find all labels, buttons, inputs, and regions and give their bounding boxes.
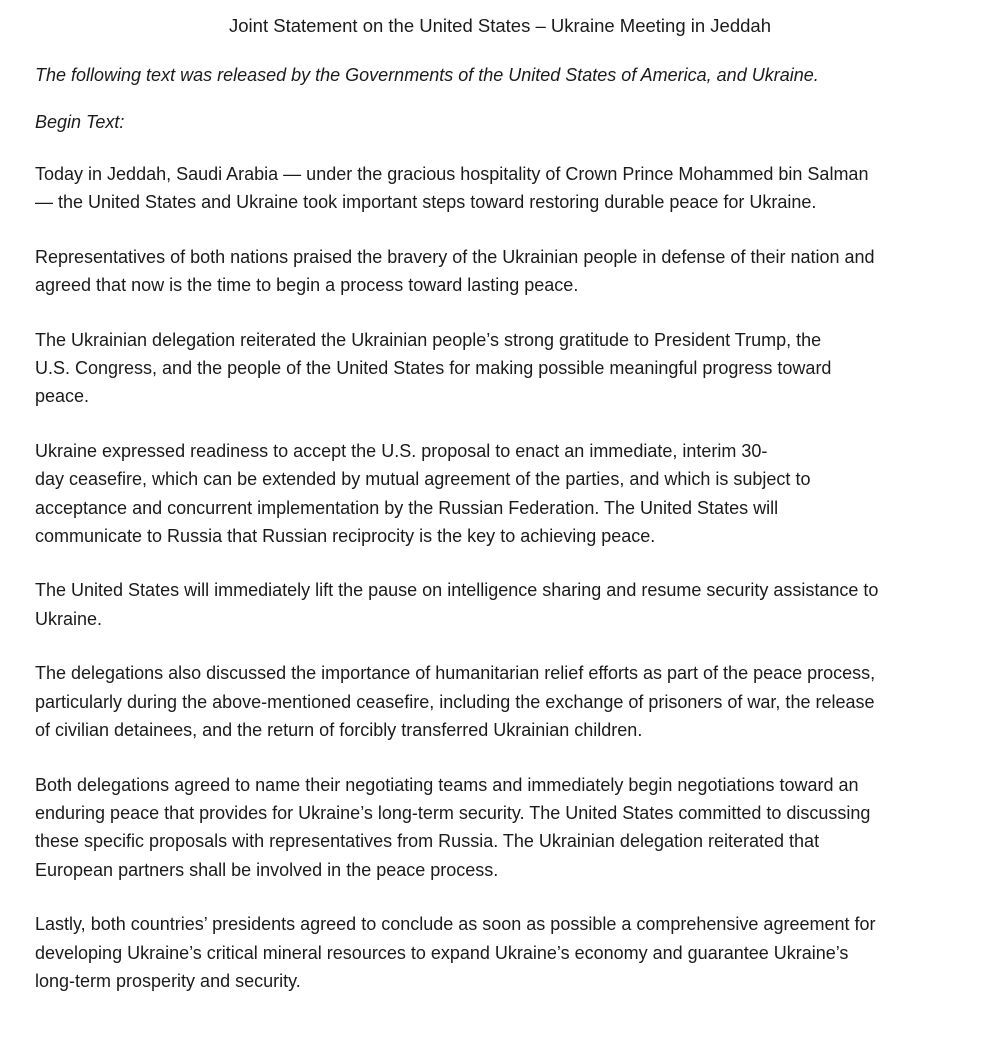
paragraph-line: particularly during the above-mentioned ceasefire, including the exchange of prisoners of war, the release [35, 691, 875, 712]
paragraph-line: The United States will immediately lift the pause on intelligence sharing and resume security assistance to [35, 580, 879, 601]
paragraph-line: Representatives of both nations praised the bravery of the Ukrainian people in defense of their nation and [35, 246, 875, 267]
paragraph-line: of civilian detainees, and the return of forcibly transferred Ukrainian children. [35, 720, 643, 741]
document-paragraphs [35, 160, 965, 995]
document-title: Joint Statement on the United States – Ukraine Meeting in Jeddah [229, 15, 771, 36]
paragraph [35, 437, 965, 551]
paragraph-line: Ukraine expressed readiness to accept the U.S. proposal to enact an immediate, interim 30- [35, 440, 768, 461]
paragraph-line: enduring peace that provides for Ukraine’s long-term security. The United States committed to discussing [35, 802, 871, 823]
paragraph-line: long-term prosperity and security. [35, 970, 301, 991]
paragraph-line: these specific proposals with representatives from Russia. The Ukrainian delegation reiterated that [35, 831, 820, 852]
paragraph-line: peace. [35, 386, 90, 407]
paragraph [35, 659, 965, 744]
paragraph [35, 326, 965, 411]
paragraph-line: Today in Jeddah, Saudi Arabia — under the gracious hospitality of Crown Prince Mohammed bin Salman [35, 164, 869, 184]
paragraph-line: — the United States and Ukraine took important steps toward restoring durable peace for Ukraine. [35, 192, 817, 213]
paragraph-line: Both delegations agreed to name their negotiating teams and immediately begin negotiations toward an [35, 774, 859, 795]
paragraph [35, 243, 965, 300]
paragraph-line: day ceasefire, which can be extended by mutual agreement of the parties, and which is subject to [35, 469, 811, 490]
paragraph [35, 160, 965, 217]
paragraph-line: agreed that now is the time to begin a process toward lasting peace. [35, 275, 579, 296]
paragraph-line: The Ukrainian delegation reiterated the Ukrainian people’s strong gratitude to President Trump, the [35, 329, 822, 350]
release-note-line: The following text was released by the Governments of the United States of America, and Ukraine. [35, 65, 819, 85]
paragraph-line: developing Ukraine’s critical mineral resources to expand Ukraine’s economy and guarantee Ukraine’s [35, 942, 849, 963]
paragraph-line: European partners shall be involved in the peace process. [35, 859, 499, 880]
paragraph-line: The delegations also discussed the importance of humanitarian relief efforts as part of the peace process, [35, 663, 876, 684]
paragraph-line: communicate to Russia that Russian reciprocity is the key to achieving peace. [35, 526, 656, 547]
paragraph [35, 771, 965, 885]
paragraph-line: acceptance and concurrent implementation by the Russian Federation. The United States will [35, 497, 779, 518]
paragraph [35, 576, 965, 633]
paragraph [35, 910, 965, 995]
paragraph-line: Lastly, both countries’ presidents agreed to conclude as soon as possible a comprehensive agreement for [35, 914, 876, 935]
paragraph-line: U.S. Congress, and the people of the United States for making possible meaningful progress toward [35, 358, 832, 379]
begin-text-marker: Begin Text: [35, 111, 125, 132]
paragraph-line: Ukraine. [35, 608, 103, 629]
